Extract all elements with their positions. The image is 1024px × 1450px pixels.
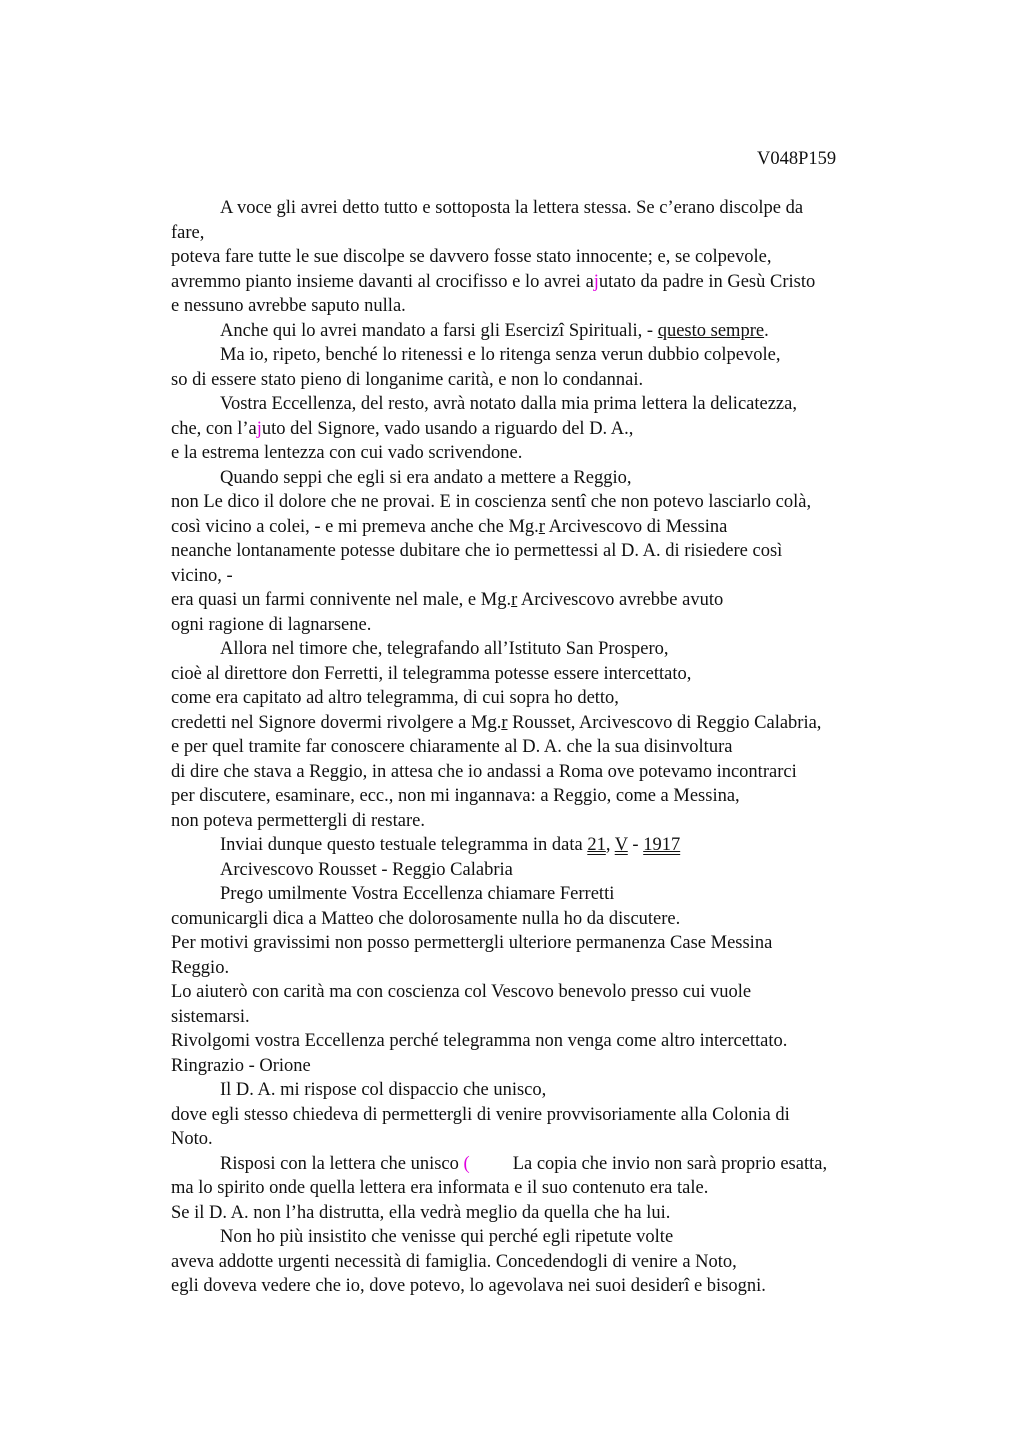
text-line	[171, 1127, 916, 1152]
text-run: uto del Signore, vado usando a riguardo del D. A.,	[261, 418, 634, 439]
text-run: poteva fare tutte le sue discolpe se davvero fosse stato innocente; e, se colpevole,	[171, 247, 772, 267]
text-run: Arcivescovo di Messina	[544, 516, 728, 537]
editorial-mark: j	[593, 271, 599, 292]
text-line	[171, 711, 916, 736]
text-run: -	[627, 835, 644, 855]
text-run: so di essere stato pieno di longanime carità, e non lo condannai.	[171, 369, 644, 390]
text-run: e per quel tramite far conoscere chiaramente al D. A. che la sua disinvoltura	[171, 737, 733, 757]
text-line	[171, 539, 916, 564]
text-run: sistemarsi.	[171, 1006, 250, 1027]
text-run: Quando seppi che egli si era andato a mettere a Reggio,	[220, 467, 632, 488]
text-run: Risposi con la lettera che unisco	[220, 1153, 464, 1174]
text-run: Rousset, Arcivescovo di Reggio Calabria,	[507, 712, 822, 733]
text-run: Arcivescovo avrebbe avuto	[517, 590, 724, 610]
text-run: neanche lontanamente potesse dubitare che io permettessi al D. A. di risiedere così	[171, 541, 783, 561]
page-identifier: V048P159	[757, 149, 837, 169]
underlined-text: r	[511, 590, 518, 610]
text-line	[171, 956, 916, 981]
text-run: e nessuno avrebbe saputo nulla.	[171, 296, 406, 316]
double-underlined-text: V	[614, 835, 628, 855]
text-run: Spirituali, -	[564, 320, 658, 341]
text-line	[171, 1176, 916, 1201]
text-line	[171, 294, 916, 319]
text-line	[171, 686, 916, 711]
text-run: dove egli stesso chiedeva di permettergli di venire provvisoriamente alla Colonia di	[171, 1104, 790, 1125]
text-run: aveva addotte urgenti necessità di famiglia. Concedendogli di venire a Noto,	[171, 1251, 737, 1272]
text-line	[171, 588, 916, 613]
text-run: Ringrazio - Orione	[171, 1055, 311, 1076]
text-line	[171, 343, 916, 368]
double-underlined-text: 21	[587, 835, 606, 855]
text-line	[171, 809, 916, 834]
text-run: Anche qui lo avrei mandato a farsi gli Esercizi	[220, 320, 565, 341]
text-run: per discutere, esaminare, ecc., non mi ingannava: a Reggio, come a Messina,	[171, 786, 740, 806]
text-line	[171, 1029, 916, 1054]
text-run: credetti nel Signore dovermi rivolgere a Mg.	[171, 712, 502, 733]
text-run: ,	[605, 835, 615, 855]
text-run: ogni ragione di lagnarsene.	[171, 614, 372, 635]
text-run: non Le dico il dolore che ne provai. E in coscienza senti	[171, 492, 587, 512]
text-line	[171, 441, 916, 466]
underlined-text: r	[501, 712, 508, 733]
text-line	[171, 613, 916, 638]
text-line	[171, 662, 916, 687]
text-line	[171, 1054, 916, 1079]
text-run: Allora nel timore che, telegrafando all’Istituto San Prospero,	[220, 639, 669, 659]
text-run: utato da padre in Gesù Cristo	[598, 271, 816, 292]
text-line	[171, 858, 916, 883]
text-line	[171, 907, 916, 932]
text-run: Rivolgomi vostra Eccellenza perché telegramma non venga come altro intercettato.	[171, 1031, 788, 1051]
text-line	[171, 882, 916, 907]
text-line	[171, 245, 916, 270]
text-run: che, con l’a	[171, 418, 257, 439]
text-line	[171, 1005, 916, 1030]
text-run: e bisogni.	[689, 1276, 766, 1296]
text-run: di dire che stava a Reggio, in attesa che io andassi a Roma ove potevamo incontrarci	[171, 761, 797, 782]
text-line	[171, 931, 916, 956]
text-run: Lo aiuterò con carità ma con coscienza col Vescovo benevolo presso cui vuole	[171, 982, 752, 1002]
text-line	[171, 1201, 916, 1226]
text-run: Se il D. A. non l’ha distrutta, ella vedrà meglio da quella che ha lui.	[171, 1202, 671, 1223]
text-run: Prego umilmente Vostra Eccellenza chiamare Ferretti	[220, 884, 615, 904]
text-run: era quasi un farmi connivente nel male, e Mg.	[171, 590, 512, 610]
text-run: Inviai dunque questo testuale telegramma in data	[220, 835, 588, 855]
text-run: comunicargli dica a Matteo che dolorosamente nulla ho da discutere.	[171, 908, 681, 929]
text-line	[171, 980, 916, 1005]
text-run: Il D. A. mi rispose col dispaccio che unisco,	[220, 1080, 547, 1100]
text-line	[171, 1103, 916, 1128]
text-line	[171, 196, 916, 221]
text-run: vicino, -	[171, 565, 233, 586]
text-line	[171, 833, 916, 858]
text-run: come era capitato ad altro telegramma, di cui sopra ho detto,	[171, 688, 619, 708]
text-line	[171, 490, 916, 515]
text-line	[171, 270, 916, 295]
underlined-text: questo sempre	[657, 320, 765, 341]
editorial-mark: (	[463, 1153, 470, 1174]
text-run: non poteva permettergli di restare.	[171, 810, 425, 831]
text-run: Noto.	[171, 1129, 213, 1149]
text-line	[171, 392, 916, 417]
text-run: Arcivescovo Rousset - Reggio Calabria	[220, 859, 513, 880]
text-line	[171, 1225, 916, 1250]
text-run: e la estrema lentezza con cui vado scrivendone.	[171, 443, 523, 463]
text-run: La copia che invio non sarà proprio esatta,	[512, 1153, 828, 1174]
text-line	[171, 417, 916, 442]
text-line	[171, 1078, 916, 1103]
text-run: fare,	[171, 222, 205, 243]
double-underlined-text: 1917	[643, 835, 681, 855]
text-run: avremmo pianto insieme davanti al crocifisso e lo avrei a	[171, 271, 594, 292]
text-run: Reggio.	[171, 957, 230, 978]
text-line	[171, 368, 916, 393]
text-run: A voce gli avrei detto tutto e sottoposta la lettera stessa. Se c’erano discolpe da	[220, 198, 804, 218]
text-run: Non ho più insistito che venisse qui perché egli ripetute volte	[220, 1227, 674, 1247]
letter-body	[171, 196, 916, 1299]
text-run: Per motivi gravissimi non posso permettergli ulteriore permanenza Case Messina	[171, 933, 773, 953]
underlined-text: r	[538, 516, 545, 537]
editorial-mark: j	[256, 418, 262, 439]
text-line	[171, 1274, 916, 1299]
text-run: Ma io, ripeto, benché lo ritenessi e lo ritenga senza verun dubbio colpevole,	[220, 345, 781, 365]
text-run: ma lo spirito onde quella lettera era informata e il suo contenuto era tale.	[171, 1178, 709, 1198]
text-run: egli doveva vedere che io, dove potevo, lo agevolava nei suoi desideri	[171, 1276, 690, 1296]
text-line	[171, 564, 916, 589]
text-line	[171, 784, 916, 809]
text-run: che non potevo lasciarlo colà,	[586, 492, 812, 512]
text-run: Vostra Eccellenza, del resto, avrà notato dalla mia prima lettera la delicatezza,	[220, 394, 797, 414]
text-line	[171, 760, 916, 785]
text-line	[171, 735, 916, 760]
text-line	[171, 319, 916, 344]
text-line	[171, 637, 916, 662]
text-run: così vicino a colei, - e mi premeva anche che Mg.	[171, 516, 539, 537]
text-line	[171, 1250, 916, 1275]
text-line	[171, 1152, 916, 1177]
text-line	[171, 515, 916, 540]
text-line	[171, 466, 916, 491]
text-run: cioè al direttore don Ferretti, il telegramma potesse essere intercettato,	[171, 663, 692, 684]
text-run: .	[764, 320, 769, 341]
text-line	[171, 221, 916, 246]
